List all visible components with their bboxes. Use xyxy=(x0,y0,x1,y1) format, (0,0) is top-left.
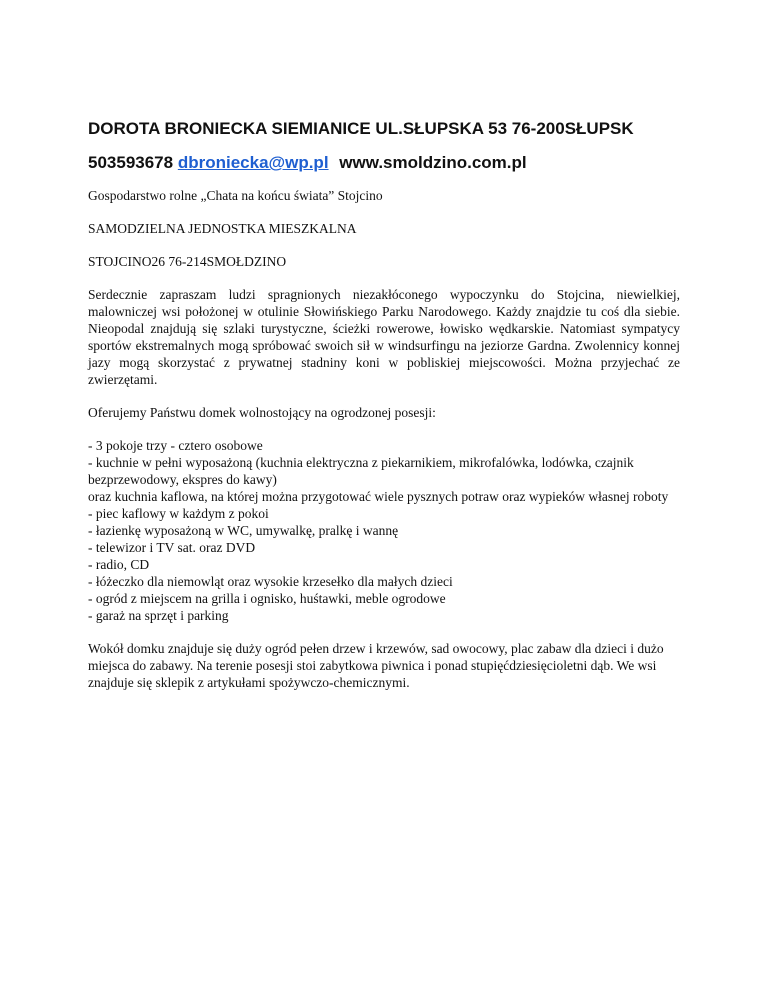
list-item: oraz kuchnia kaflowa, na której można przygotować wiele pysznych potraw oraz wypieków własnej roboty xyxy=(88,489,669,504)
list-item: - kuchnie w pełni wyposażoną (kuchnia elektryczna z piekarnikiem, mikrofalówka, lodówka, czajnik bezprzewodowy, ekspres do kawy) xyxy=(88,455,634,487)
list-item: - piec kaflowy w każdym z pokoi xyxy=(88,506,269,521)
email-link[interactable]: dbroniecka@wp.pl xyxy=(177,153,329,172)
list-item: - łazienkę wyposażoną w WC, umywalkę, pralkę i wannę xyxy=(88,523,399,538)
contact-line xyxy=(88,152,680,174)
list-item: - radio, CD xyxy=(88,557,150,572)
offer-intro: Oferujemy Państwu domek wolnostojący na ogrodzonej posesji: xyxy=(88,405,436,420)
farm-name: Gospodarstwo rolne „Chata na końcu świata” Stojcino xyxy=(88,188,383,203)
list-item: - garaż na sprzęt i parking xyxy=(88,608,229,623)
list-item: - 3 pokoje trzy - cztero osobowe xyxy=(88,438,263,453)
intro-paragraph: Serdecznie zapraszam ludzi spragnionych niezakłóconego wypoczynku do Stojcina, niewielkiej, malowniczej wsi położonej w otulinie Słowińskiego Parku Narodowego. Każdy znajdzie tu coś dla siebie. Nieopodal znajdują się szlaki turystyczne, ścieżki rowerowe, łowisko wędkarskie. Natomiast sympatycy sportów ekstremalnych mogą spróbować swoich sił w windsurfingu na jeziorze Gardna. Zwolennicy konnej jazy mogą skorzystać z prywatnej stadniny koni w pobliskiej miejscowości. Można przyjechać ze zwierzętami. xyxy=(88,287,680,387)
closing-paragraph: Wokół domku znajduje się duży ogród pełen drzew i krzewów, sad owocowy, plac zabaw dla dzieci i dużo miejsca do zabawy. Na terenie posesji stoi zabytkowa piwnica i ponad stupięćdziesięcioletni dąb. We wsi znajduje się sklepik z artykułami spożywczo-chemicznymi. xyxy=(88,641,664,690)
unit-type: SAMODZIELNA JEDNOSTKA MIESZKALNA xyxy=(88,221,357,236)
amenities-list xyxy=(88,437,680,624)
list-item: - łóżeczko dla niemowląt oraz wysokie krzesełko dla małych dzieci xyxy=(88,574,453,589)
website-text: www.smoldzino.com.pl xyxy=(339,153,527,172)
document-content xyxy=(88,118,680,707)
owner-address-heading: DOROTA BRONIECKA SIEMIANICE UL.SŁUPSKA 53 76-200SŁUPSK xyxy=(88,119,634,138)
list-item: - telewizor i TV sat. oraz DVD xyxy=(88,540,256,555)
property-address: STOJCINO26 76-214SMOŁDZINO xyxy=(88,254,287,269)
phone-number: 503593678 xyxy=(88,153,174,172)
list-item: - ogród z miejscem na grilla i ognisko, huśtawki, meble ogrodowe xyxy=(88,591,446,606)
